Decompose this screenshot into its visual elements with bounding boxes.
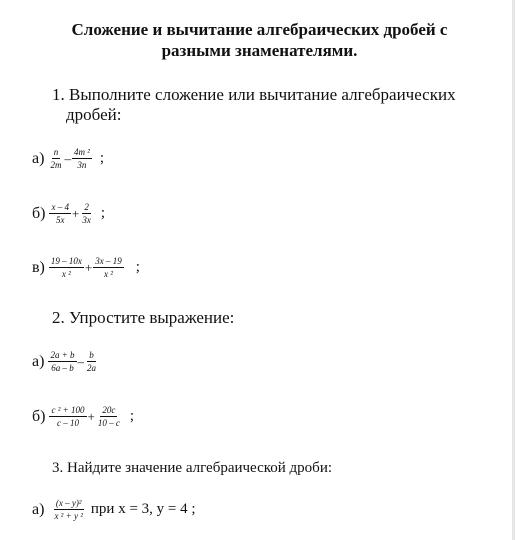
operator: + bbox=[87, 408, 95, 424]
fraction bbox=[48, 146, 63, 171]
page-title bbox=[0, 19, 519, 61]
denominator: c – 10 bbox=[56, 418, 79, 428]
numerator: n bbox=[53, 147, 59, 157]
numerator: (x – y)² bbox=[55, 498, 82, 508]
denominator: 3x bbox=[82, 215, 91, 225]
task3-heading: 3. Найдите значение алгебраической дроби: bbox=[52, 460, 333, 476]
item-label: а) bbox=[32, 352, 45, 370]
fraction bbox=[52, 497, 84, 522]
operator: + bbox=[84, 259, 93, 275]
task1-heading-line-2: дробей: bbox=[66, 105, 122, 124]
operator: + bbox=[71, 205, 80, 221]
numerator: c ² + 100 bbox=[51, 405, 85, 415]
fraction bbox=[85, 349, 98, 374]
item-tail: ; bbox=[100, 205, 105, 221]
operator: – bbox=[77, 353, 85, 369]
task1-item-a bbox=[32, 146, 104, 171]
title-line-2: разными знаменателями. bbox=[161, 41, 358, 60]
item-label: а) bbox=[32, 149, 45, 167]
fraction bbox=[72, 146, 92, 171]
denominator: 6a – b bbox=[51, 363, 74, 373]
page-edge bbox=[512, 0, 515, 540]
item-tail: ; bbox=[135, 259, 140, 275]
title-line-1: Сложение и вычитание алгебраических дробей с bbox=[71, 20, 448, 39]
item-label: б) bbox=[32, 204, 46, 222]
item-tail: ; bbox=[99, 150, 105, 166]
item-label: а) bbox=[32, 500, 45, 518]
fraction bbox=[93, 255, 124, 280]
denominator: 3n bbox=[77, 160, 87, 170]
numerator: x – 4 bbox=[51, 202, 69, 212]
fraction bbox=[49, 201, 71, 226]
denominator: x ² bbox=[61, 269, 71, 279]
fraction bbox=[49, 255, 84, 280]
task2-item-a bbox=[32, 349, 106, 374]
numerator: 19 – 10x bbox=[50, 256, 82, 266]
operator: – bbox=[64, 150, 71, 166]
numerator: 2a + b bbox=[50, 350, 75, 360]
denominator: 2a bbox=[87, 363, 97, 373]
task2-item-b bbox=[32, 404, 134, 429]
task3-item-a bbox=[32, 497, 196, 522]
denominator: 10 – c bbox=[97, 418, 120, 428]
denominator: 5x bbox=[55, 215, 65, 225]
item-label: б) bbox=[32, 407, 46, 425]
numerator: b bbox=[89, 350, 94, 360]
fraction bbox=[49, 404, 86, 429]
item-tail: ; bbox=[129, 408, 135, 424]
task1-item-c bbox=[32, 255, 140, 280]
task2-heading: 2. Упростите выражение: bbox=[52, 308, 235, 327]
fraction bbox=[80, 201, 93, 226]
denominator: x ² + y ² bbox=[54, 511, 83, 521]
denominator: x ² bbox=[104, 269, 113, 279]
fraction bbox=[48, 349, 76, 374]
numerator: 2 bbox=[84, 202, 89, 212]
task1-heading-line-1: 1. Выполните сложение или вычитание алгебраических bbox=[52, 85, 456, 104]
numerator: 20c bbox=[102, 405, 116, 415]
item-tail: при x = 3, y = 4 ; bbox=[90, 501, 196, 517]
denominator: 2m bbox=[50, 160, 62, 170]
numerator: 4m ² bbox=[73, 147, 90, 157]
fraction bbox=[96, 404, 122, 429]
numerator: 3x – 19 bbox=[95, 256, 122, 266]
task1-item-b bbox=[32, 201, 105, 226]
item-label: в) bbox=[32, 258, 45, 276]
